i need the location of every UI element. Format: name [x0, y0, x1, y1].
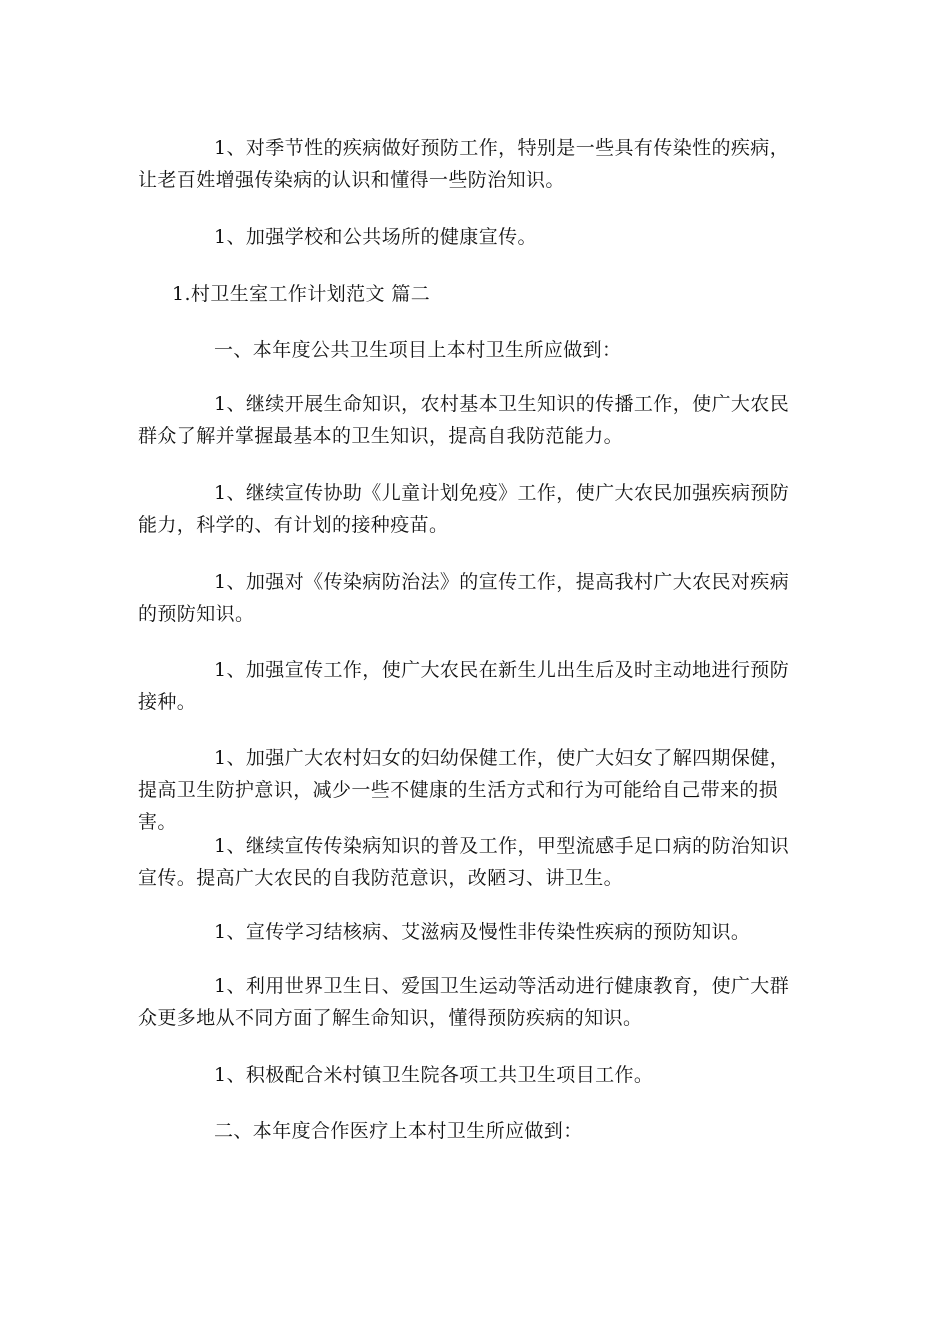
paragraph-township-hospital: 1、积极配合米村镇卫生院各项工共卫生项目工作。 [214, 1064, 654, 1086]
paragraph-newborn-vaccination: 1、加强宣传工作，使广大农民在新生儿出生后及时主动地进行预防接种。 [138, 659, 790, 713]
paragraph-public-health-intro: 一、本年度公共卫生项目上本村卫生所应做到： [214, 339, 622, 361]
paragraph-life-knowledge: 1、继续开展生命知识，农村基本卫生知识的传播工作，使广大农民群众了解并掌握最基本的卫生知识，提高自我防范能力。 [138, 393, 790, 447]
paragraph-tb-aids-chronic: 1、宣传学习结核病、艾滋病及慢性非传染性疾病的预防知识。 [214, 921, 751, 943]
paragraph-maternal-child-health: 1、加强广大农村妇女的妇幼保健工作，使广大妇女了解四期保健，提高卫生防护意识，减少一些不健康的生活方式和行为可能给自己带来的损害。 [138, 747, 790, 833]
paragraph-school-health-publicity: 1、加强学校和公共场所的健康宣传。 [214, 226, 537, 248]
paragraph-seasonal-disease-prevention: 1、对季节性的疾病做好预防工作，特别是一些具有传染性的疾病，让老百姓增强传染病的认识和懂得一些防治知识。 [138, 137, 790, 191]
paragraph-infectious-disease-law: 1、加强对《传染病防治法》的宣传工作，提高我村广大农民对疾病的预防知识。 [138, 571, 790, 625]
paragraph-child-immunization: 1、继续宣传协助《儿童计划免疫》工作，使广大农民加强疾病预防能力，科学的、有计划的接种疫苗。 [138, 482, 790, 536]
paragraph-world-health-day: 1、利用世界卫生日、爱国卫生运动等活动进行健康教育，使广大群众更多地从不同方面了解生命知识，懂得预防疾病的知识。 [138, 975, 790, 1029]
section-heading-part-two: 1.村卫生室工作计划范文 篇二 [172, 283, 431, 305]
paragraph-influenza-hfmd: 1、继续宣传传染病知识的普及工作，甲型流感手足口病的防治知识宣传。提高广大农民的自我防范意识，改陋习、讲卫生。 [138, 835, 790, 889]
paragraph-cooperative-medical-intro: 二、本年度合作医疗上本村卫生所应做到： [214, 1120, 583, 1142]
